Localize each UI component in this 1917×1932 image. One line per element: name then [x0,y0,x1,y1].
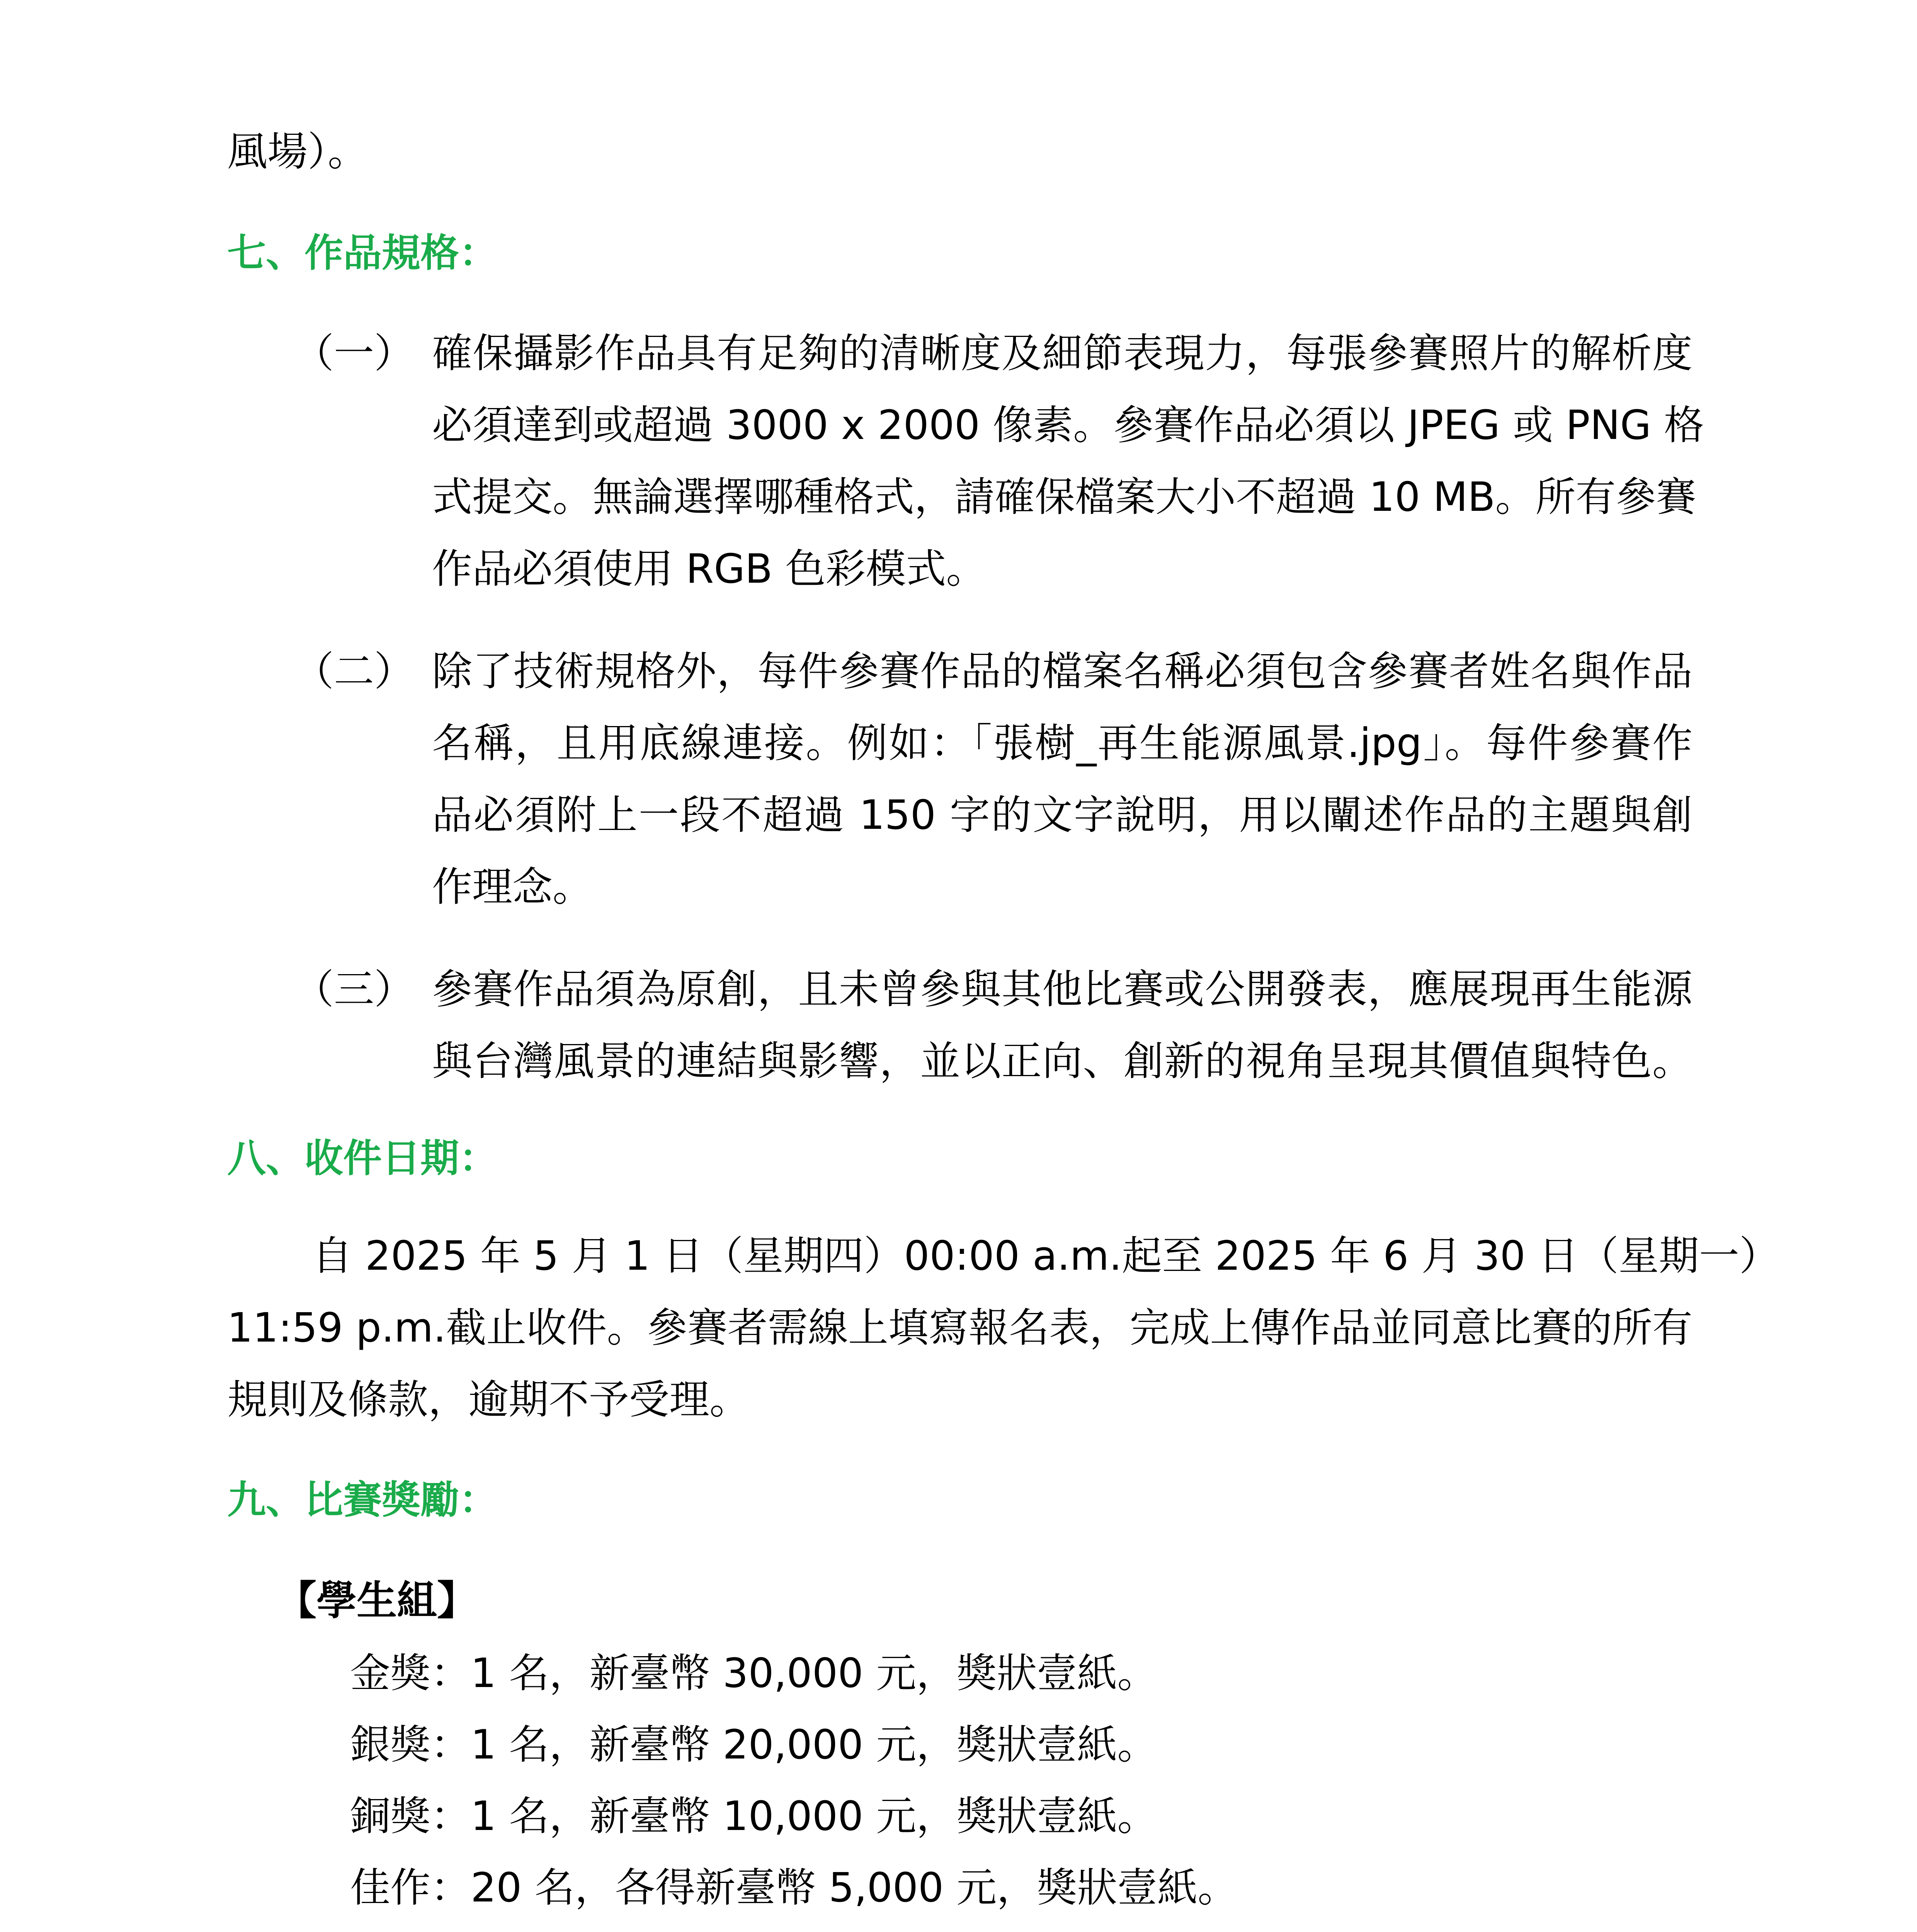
item-label: （三） [294,966,415,1013]
item-text-line: 品必須附上一段不超過 150 字的文字說明，用以闡述作品的主題與創 [432,791,1692,838]
item-text-line: 與台灣風景的連結與影響，並以正向、創新的視角呈現其價值與特色。 [432,1037,1692,1085]
item-label: （二） [294,648,415,695]
award-line: 銀獎：1 名，新臺幣 20,000 元，獎狀壹紙。 [350,1721,1158,1768]
section-7-heading: 七、作品規格： [227,230,498,276]
section-9-heading: 九、比賽獎勵： [227,1477,498,1522]
item-text-line: 確保攝影作品具有足夠的清晰度及細節表現力，每張參賽照片的解析度 [432,330,1692,377]
group-title: 【學生組】 [276,1577,478,1624]
award-line: 銅獎：1 名，新臺幣 10,000 元，獎狀壹紙。 [350,1793,1158,1840]
item-text-line: 作理念。 [432,863,593,910]
item-label: （一） [294,330,415,377]
award-line: 金獎：1 名，新臺幣 30,000 元，獎狀壹紙。 [350,1650,1158,1697]
item-text-line: 作品必須使用 RGB 色彩模式。 [432,545,987,592]
continued-text: 風場）。 [227,128,368,175]
section-8-heading: 八、收件日期： [227,1136,498,1181]
paragraph-line: 規則及條款，逾期不予受理。 [227,1376,750,1423]
paragraph-line: 11:59 p.m.截止收件。參賽者需線上填寫報名表，完成上傳作品並同意比賽的所有 [227,1304,1692,1351]
award-line: 佳作：20 名，各得新臺幣 5,000 元，獎狀壹紙。 [350,1864,1238,1911]
paragraph-line: 自 2025 年 5 月 1 日（星期四）00:00 a.m.起至 2025 年 6 月 30 日（星期一） [312,1232,1779,1279]
item-text-line: 名稱，且用底線連接。例如：「張樹_再生能源風景.jpg」。每件參賽作 [432,719,1692,767]
item-text-line: 參賽作品須為原創，且未曾參與其他比賽或公開發表，應展現再生能源 [432,966,1692,1013]
item-text-line: 必須達到或超過 3000 x 2000 像素。參賽作品必須以 JPEG 或 PNG 格 [432,401,1704,449]
item-text-line: 式提交。無論選擇哪種格式，請確保檔案大小不超過 10 MB。所有參賽 [432,473,1696,520]
item-text-line: 除了技術規格外，每件參賽作品的檔案名稱必須包含參賽者姓名與作品 [432,648,1692,695]
